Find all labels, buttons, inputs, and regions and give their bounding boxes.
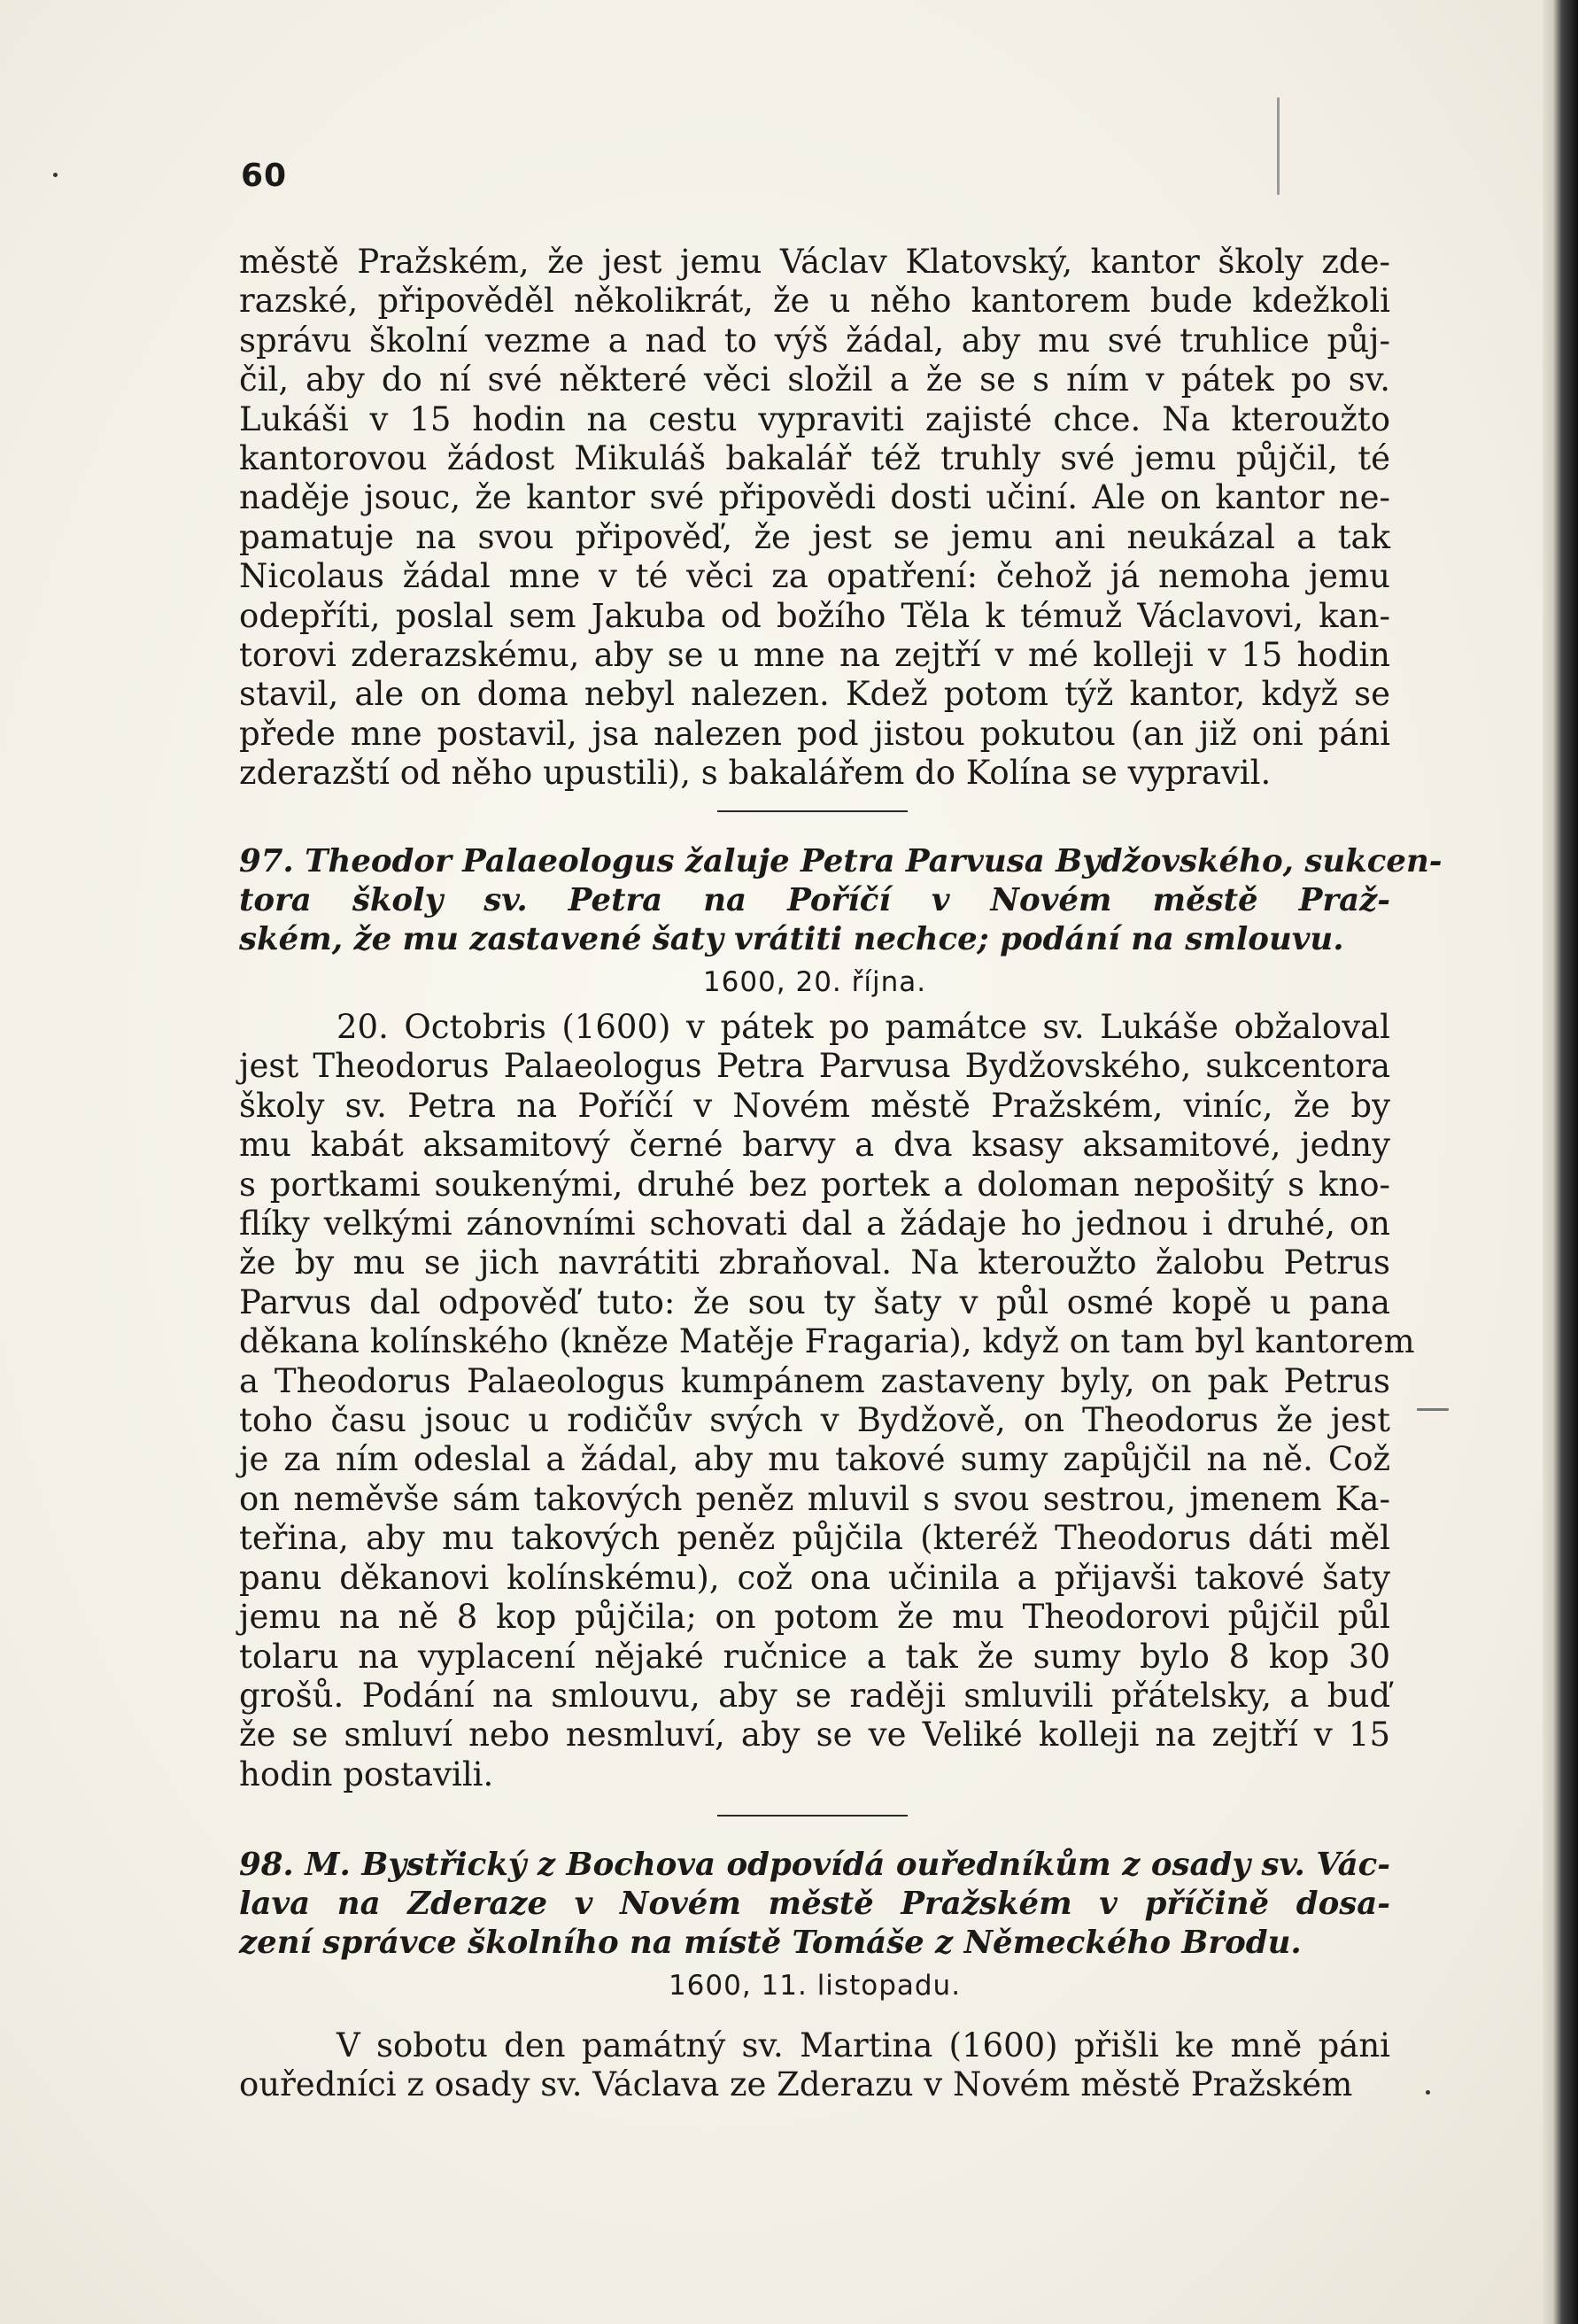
entry-97-date: 1600, 20. října.: [702, 966, 927, 998]
text-line: přede mne postavil, jsa nalezen pod jistou pokutou (an již oni páni: [239, 714, 1390, 753]
text-line: ouředníci z osady sv. Václava ze Zderazu v Novém městě Pražském: [239, 2065, 1353, 2104]
text-line: zderazští od něho upustili), s bakalářem do Kolína se vypravil.: [239, 754, 1272, 793]
scan-speck: [1277, 97, 1280, 195]
text-line: děkana kolínského (kněze Matěje Fragaria), když on tam byl kantorem: [239, 1322, 1415, 1361]
heading-line: zení správce školního na místě Tomáše z Německého Brodu.: [239, 1925, 1302, 1961]
entry-97-heading: [239, 842, 1443, 959]
text-line: jest Theodorus Palaeologus Petra Parvusa Bydžovského, sukcentora: [239, 1047, 1390, 1086]
text-line: grošů. Podání na smlouvu, aby se raději smluvili přátelsky, a buď: [239, 1676, 1390, 1715]
text-line: hodin postavili.: [239, 1755, 494, 1793]
scan-speck: [53, 173, 58, 177]
text-line: teřina, aby mu takových peněz půjčila (kteréž Theodorus dáti měl: [239, 1519, 1390, 1558]
text-line: že by mu se jich navrátiti zbraňoval. Na kteroužto žalobu Petrus: [239, 1243, 1390, 1282]
text-line: V sobotu den památný sv. Martina (1600) přišli ke mně páni: [336, 2026, 1390, 2064]
text-line: Lukáši v 15 hodin na cestu vypraviti zajisté chce. Na kteroužto: [239, 399, 1390, 438]
scan-speck: [1426, 2090, 1430, 2095]
text-line: razské, připověděl několikrát, že u něho kantorem bude kdežkoli: [239, 282, 1390, 321]
text-line: městě Pražském, že jest jemu Václav Klatovský, kantor školy zde-: [239, 243, 1390, 281]
heading-line: lava na Zderaze v Novém městě Pražském v příčině dosa-: [239, 1886, 1390, 1922]
heading-line: 98. M. Bystřický z Bochova odpovídá ouředníkům z osady sv. Vác-: [239, 1847, 1390, 1883]
text-line: Parvus dal odpověď tuto: že sou ty šaty v půl osmé kopě u pana: [239, 1282, 1390, 1321]
text-line: flíky velkými zánovními schovati dal a žádaje ho jednou i druhé, on: [239, 1205, 1390, 1243]
scan-speck: [1417, 1408, 1449, 1411]
text-line: tolaru na vyplacení nějaké ručnice a tak že sumy bylo 8 kop 30: [239, 1637, 1390, 1676]
text-line: s portkami soukenými, druhé bez portek a doloman nepošitý s kno-: [239, 1165, 1390, 1204]
entry-97-body: [239, 1008, 1415, 1794]
text-line: odepříti, poslal sem Jakuba od božího Těla k témuž Václavovi, kan-: [239, 596, 1390, 635]
text-line: školy sv. Petra na Poříčí v Novém městě Pražském, viníc, že by: [239, 1086, 1390, 1125]
text-line: torovi zderazskému, aby se u mne na zejtří v mé kolleji v 15 hodin: [239, 636, 1390, 675]
entry-98-heading: [239, 1846, 1390, 1963]
text-line: je za ním odeslal a žádal, aby mu takové sumy zapůjčil na ně. Což: [239, 1440, 1390, 1479]
heading-line: tora školy sv. Petra na Poříčí v Novém městě Praž-: [239, 882, 1390, 918]
page-number: 60: [241, 158, 288, 194]
text-line: kantorovou žádost Mikuláš bakalář též truhly své jemu půjčil, té: [239, 439, 1390, 478]
section-divider: [717, 1815, 908, 1817]
text-line: 20. Octobris (1600) v pátek po památce sv. Lukáše obžaloval: [336, 1008, 1390, 1046]
paragraph-continued: [239, 243, 1390, 794]
entry-98-body: [239, 2026, 1390, 2105]
text-line: Nicolaus žádal mne v té věci za opatření: čehož já nemoha jemu: [239, 557, 1390, 596]
text-line: čil, aby do ní své některé věci složil a že se s ním v pátek po sv.: [239, 360, 1390, 399]
heading-line: ském, že mu zastavené šaty vrátiti nechce; podání na smlouvu.: [239, 921, 1344, 957]
text-line: pamatuje na svou připověď, že jest se jemu ani neukázal a tak: [239, 517, 1390, 556]
text-line: stavil, ale on doma nebyl nalezen. Kdež potom týž kantor, když se: [239, 675, 1390, 714]
text-line: a Theodorus Palaeologus kumpánem zastaveny byly, on pak Petrus: [239, 1361, 1390, 1400]
section-divider: [717, 810, 908, 812]
text-line: že se smluví nebo nesmluví, aby se ve Veliké kolleji na zejtří v 15: [239, 1716, 1390, 1755]
text-line: jemu na ně 8 kop půjčila; on potom že mu Theodorovi půjčil půl: [239, 1598, 1390, 1637]
text-line: mu kabát aksamitový černé barvy a dva ksasy aksamitové, jedny: [239, 1126, 1390, 1165]
text-line: on neměvše sám takových peněz mluvil s svou sestrou, jmenem Ka-: [239, 1479, 1390, 1518]
text-line: panu děkanovi kolínskému), což ona učinila a přijavši takové šaty: [239, 1558, 1390, 1597]
heading-line: 97. Theodor Palaeologus žaluje Petra Parvusa Bydžovského, sukcen-: [239, 843, 1443, 879]
entry-98-date: 1600, 11. listopadu.: [668, 1970, 962, 2002]
text-line: správu školní vezme a nad to výš žádal, aby mu své truhlice půj-: [239, 321, 1390, 360]
text-line: toho času jsouc u rodičův svých v Bydžově, on Theodorus že jest: [239, 1401, 1390, 1440]
page-edge-shadow: [1543, 0, 1578, 2324]
text-line: naděje jsouc, že kantor své připovědi dosti učiní. Ale on kantor ne-: [239, 478, 1390, 517]
